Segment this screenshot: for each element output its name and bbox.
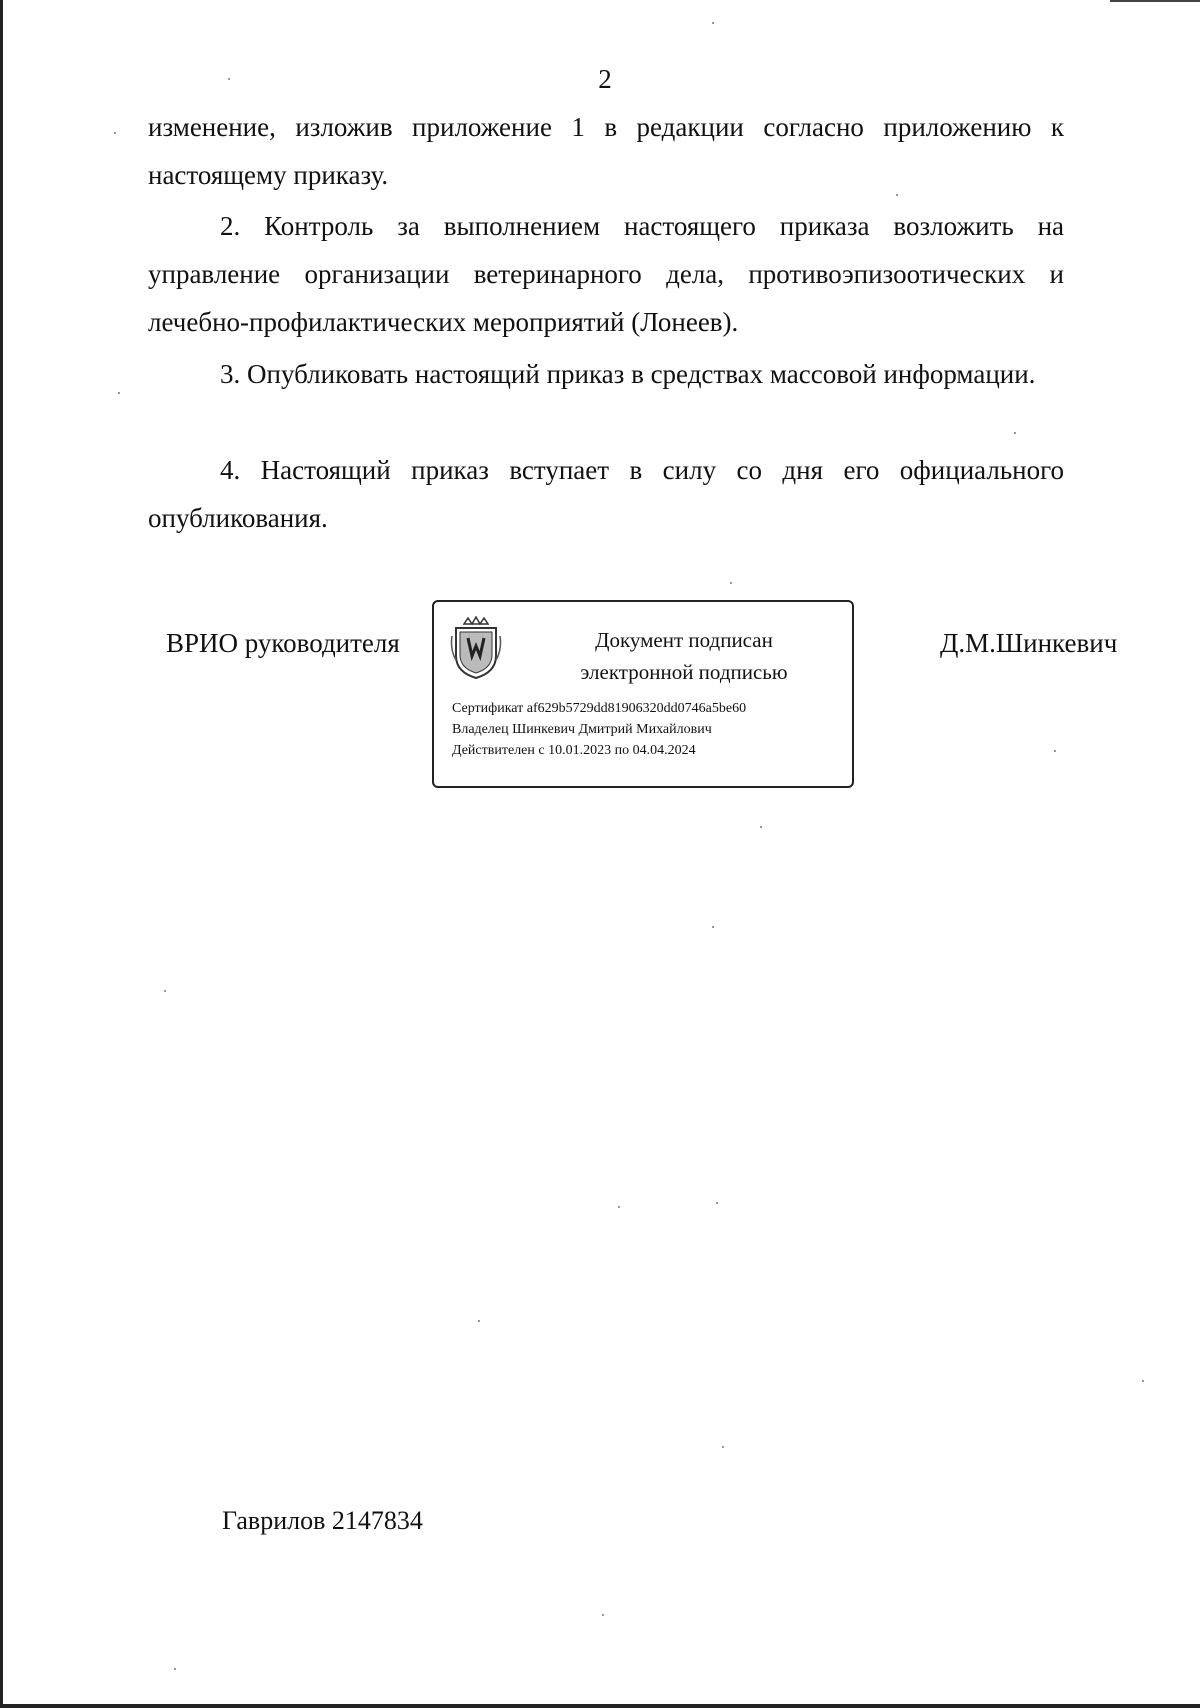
stamp-heading [534, 624, 834, 688]
signer-title: ВРИО руководителя [166, 628, 400, 658]
scan-speck [478, 1320, 480, 1322]
scan-speck [118, 392, 120, 394]
scan-edge-left [0, 0, 3, 1708]
scan-speck [896, 194, 898, 196]
stamp-validity: Действителен с 10.01.2023 по 04.04.2024 [452, 743, 696, 758]
paragraph-item-2: 2. Контроль за выполнением настоящего приказа возложить на управление организации ветеринарного дела, противоэпизоотических и лечебно-профилактических мероприятий (Лонеев). [148, 211, 1064, 337]
paragraph-item-3: 3. Опубликовать настоящий приказ в средствах массовой информации. [220, 359, 1036, 389]
scan-speck [602, 1614, 604, 1616]
scan-speck [712, 22, 714, 24]
paragraph-item-4: 4. Настоящий приказ вступает в силу со дня его официального опубликования. [148, 455, 1064, 533]
scan-speck [1054, 750, 1056, 752]
stamp-details [452, 698, 852, 761]
scan-speck [618, 1206, 620, 1208]
stamp-owner: Владелец Шинкевич Дмитрий Михайлович [452, 722, 712, 737]
stamp-heading-line1: Документ подписан [595, 628, 773, 652]
scan-speck [114, 132, 116, 134]
electronic-signature-stamp [432, 600, 854, 788]
stamp-certificate: Сертификат af629b5729dd81906320dd0746a5be60 [452, 701, 747, 716]
scan-speck [1014, 432, 1016, 434]
scan-speck [760, 826, 762, 828]
stamp-heading-line2: электронной подписью [580, 660, 788, 684]
scan-speck [1142, 1380, 1144, 1382]
scan-edge-top [1110, 0, 1200, 2]
scan-speck [716, 1202, 718, 1204]
executor-note: Гаврилов 2147834 [222, 1506, 423, 1535]
scan-speck [174, 1668, 176, 1670]
scan-speck [164, 990, 166, 992]
scan-speck [722, 1446, 724, 1448]
scan-speck [712, 926, 714, 928]
page-number: 2 [598, 64, 612, 94]
scan-speck [730, 582, 732, 584]
scan-speck [228, 78, 230, 80]
scan-edge-bottom [0, 1704, 1200, 1708]
signer-name: Д.М.Шинкевич [940, 628, 1118, 658]
paragraph-continuation: изменение, изложив приложение 1 в редакции согласно приложению к настоящему приказу. [148, 112, 1064, 190]
coat-of-arms-icon [450, 616, 502, 680]
